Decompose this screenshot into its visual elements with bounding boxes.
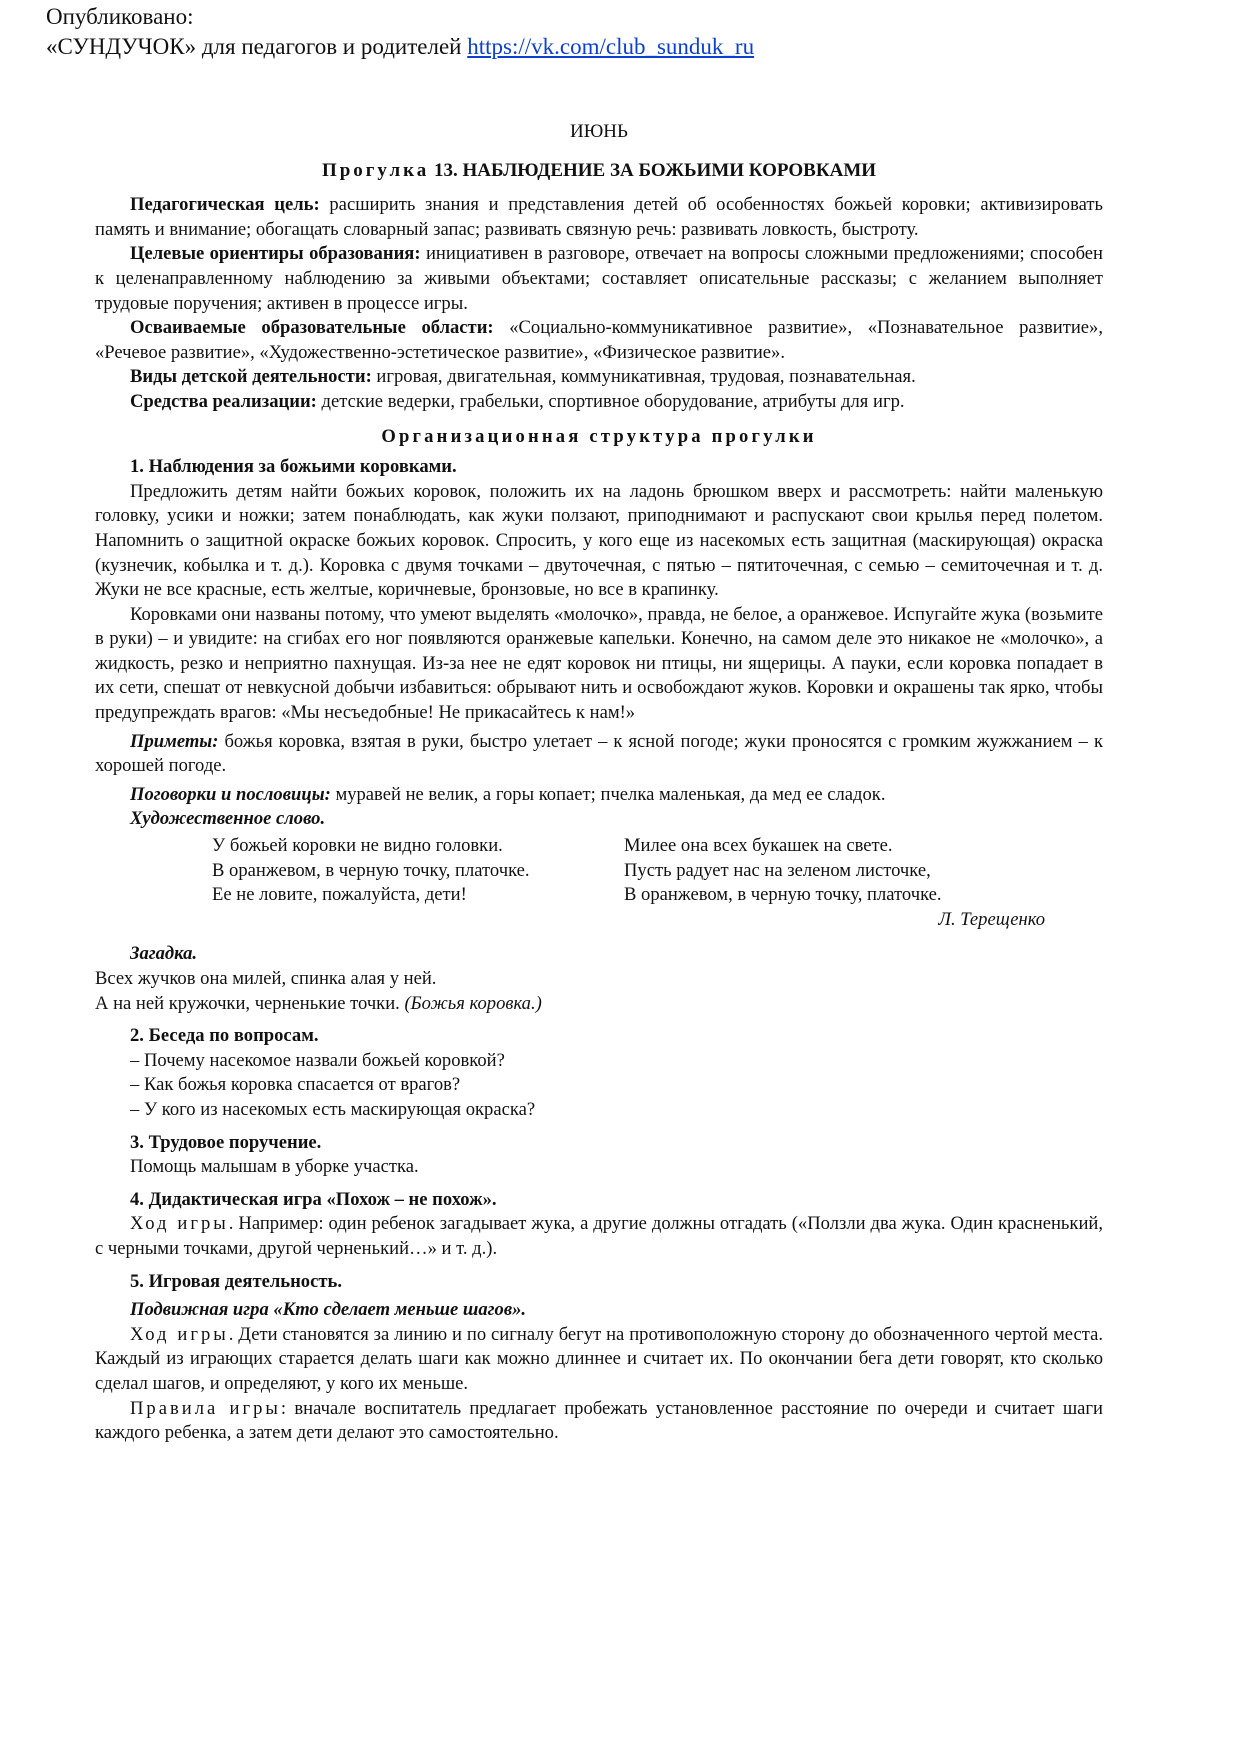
observation-paragraph-2: Коровками они названы потому, что умеют выделять «молочко», правда, не белое, а оранжевое. Испугайте жука (возьмите в руки) – и увидите: на сгибах его ног появляются оранжевые капельки. Конечно, на самом деле это никакое не «молочко», а жидкость, резко и неприятно пахнущая. Из-за нее не едят коровок ни птицы, ни ящерицы. А пауки, если коровка попадает в их сети, спешат от невкусной добычи избавиться: обрывают нить и освобождают жуков. Коровки и окрашены так ярко, чтобы предупреждать врагов: «Мы несъедобные! Не прикасайтесь к нам!» xyxy=(95,603,1103,724)
game-rules-text: : вначале воспитатель предлагает пробежать установленное расстояние по очереди и считает шаги каждого ребенка, а затем дети делают это самостоятельно. xyxy=(95,1397,1103,1444)
signs-text: божья коровка, взятая в руки, быстро улетает – к ясной погоде; жуки проносятся с громким жужжанием – к хорошей погоде. xyxy=(95,730,1103,777)
source-line xyxy=(46,32,754,62)
intro-means xyxy=(95,390,1103,415)
observation-paragraph-1: Предложить детям найти божьих коровок, положить их на ладонь брюшком вверх и рассмотреть: найти маленькую головку, усики и ножки; затем понаблюдать, как жуки ползают, приподнимают и распускают свои крылья перед полетом. Напомнить о защитной окраске божьих коровок. Спросить, у кого еще из насекомых есть защитная (маскирующая) окраска (кузнечик, кобылка и т. д.). Коровка с двумя точками – двуточечная, с пятью – пятиточечная, с семью – семиточечная и т. д. Жуки не все красные, есть желтые, коричневые, бронзовые, но все в крапинку. xyxy=(95,480,1103,601)
intro-label: Педагогическая цель: xyxy=(130,194,320,216)
question-item: – Почему насекомое назвали божьей коровкой? xyxy=(130,1049,505,1071)
poem-line: В оранжевом, в черную точку, платочке. xyxy=(212,859,530,881)
walk-title-prefix: Прогулка xyxy=(321,159,430,181)
game-course-paragraph xyxy=(95,1212,1103,1261)
intro-text: расширить знания и представления детей об особенностях божьей коровки; активизировать память и внимание; обогащать словарный запас; развивать связную речь: развивать ловкость, быстроту. xyxy=(95,194,1104,240)
game-course-label: Ход игры xyxy=(130,1213,229,1235)
poem-left-column xyxy=(212,834,624,908)
poem-line: В оранжевом, в черную точку, платочке. xyxy=(624,884,942,906)
source-link[interactable]: https://vk.com/club_sunduk_ru xyxy=(467,34,755,59)
walk-title-text: 13. НАБЛЮДЕНИЕ ЗА БОЖЬИМИ КОРОВКАМИ xyxy=(434,159,877,181)
month-heading: ИЮНЬ xyxy=(570,121,628,142)
proverbs-paragraph xyxy=(95,783,1103,808)
proverbs-label: Поговорки и пословицы: xyxy=(130,783,331,805)
outdoor-game-title: Подвижная игра «Кто сделает меньше шагов». xyxy=(130,1299,527,1321)
signs-paragraph xyxy=(95,730,1103,779)
art-word-label: Художественное слово. xyxy=(130,808,326,830)
intro-text: детские ведерки, грабельки, спортивное оборудование, атрибуты для игр. xyxy=(316,390,905,412)
riddle-text: А на ней кружочки, черненькие точки. xyxy=(95,992,405,1014)
intro-label: Осваиваемые образовательные области: xyxy=(130,317,494,339)
riddle-label: Загадка. xyxy=(130,943,198,965)
intro-text: игровая, двигательная, коммуникативная, трудовая, познавательная. xyxy=(371,366,916,388)
question-item: – Как божья коровка спасается от врагов? xyxy=(130,1074,461,1096)
poem xyxy=(212,834,1103,908)
question-item: – У кого из насекомых есть маскирующая окраска? xyxy=(130,1098,536,1120)
riddle-line-1: Всех жучков она милей, спинка алая у ней. xyxy=(95,968,437,989)
outdoor-game-rules xyxy=(95,1397,1103,1446)
poem-right-column xyxy=(624,834,1036,908)
proverbs-text: муравей не велик, а горы копает; пчелка маленькая, да мед ее сладок. xyxy=(330,783,886,805)
structure-heading: Организационная структура прогулки xyxy=(381,425,817,447)
poem-line: У божьей коровки не видно головки. xyxy=(212,835,503,857)
section-4-heading: 4. Дидактическая игра «Похож – не похож». xyxy=(130,1188,497,1210)
section-1-heading: 1. Наблюдения за божьими коровками. xyxy=(130,456,457,478)
intro-label: Средства реализации: xyxy=(130,390,317,412)
intro-label: Виды детской деятельности: xyxy=(130,366,372,388)
poem-line: Милее она всех букашек на свете. xyxy=(624,835,893,857)
poem-line: Пусть радует нас на зеленом листочке, xyxy=(624,859,931,881)
game-course-text: . Например: один ребенок загадывает жука, а другие должны отгадать («Ползли два жука. Один красненький, с черными точками, другой черненький…» и т. д.). xyxy=(95,1213,1103,1259)
game-rules-label: Правила игры xyxy=(130,1397,281,1419)
outdoor-game-course xyxy=(95,1323,1103,1397)
section-2-heading: 2. Беседа по вопросам. xyxy=(130,1025,319,1047)
intro-text: «Социально-коммуникативное развитие», «Познавательное развитие», «Речевое развитие», «Художественно-эстетическое развитие», «Физическое развитие». xyxy=(95,317,1103,363)
poem-line: Ее не ловите, пожалуйста, дети! xyxy=(212,884,467,906)
spacer xyxy=(95,932,1103,942)
publication-header xyxy=(46,2,754,62)
labor-task-text: Помощь малышам в уборке участка. xyxy=(130,1156,419,1178)
intro-areas xyxy=(95,316,1103,365)
game-course-label: Ход игры xyxy=(130,1323,229,1345)
game-course-text: . Дети становятся за линию и по сигналу бегут на противоположную сторону до обозначенного чертой места. Каждый из играющих старается делать шаги как можно длиннее и считает их. По окончании бега дети говорят, кто сколько сделал шагов, и определяют, у кого их меньше. xyxy=(95,1323,1104,1394)
walk-title xyxy=(95,159,1103,184)
intro-activities xyxy=(95,365,1103,390)
riddle-answer: (Божья коровка.) xyxy=(404,992,542,1014)
intro-text: инициативен в разговоре, отвечает на вопросы сложными предложениями; способен к целенаправленному наблюдению за живыми объектами; составляет описательные рассказы; с желанием выполняет трудовые поручения; активен в процессе игры. xyxy=(95,243,1103,314)
poem-author: Л. Терещенко xyxy=(938,908,1045,930)
signs-label: Приметы: xyxy=(130,730,219,752)
riddle-line-2 xyxy=(95,992,1103,1017)
section-3-heading: 3. Трудовое поручение. xyxy=(130,1131,322,1153)
section-5-heading: 5. Игровая деятельность. xyxy=(130,1270,342,1292)
document-body xyxy=(95,108,1103,1446)
intro-label: Целевые ориентиры образования: xyxy=(130,243,421,265)
source-name: «СУНДУЧОК» для педагогов и родителей xyxy=(46,34,462,59)
intro-goal xyxy=(95,193,1103,242)
published-label: Опубликовано: xyxy=(46,4,194,29)
intro-targets xyxy=(95,242,1103,316)
